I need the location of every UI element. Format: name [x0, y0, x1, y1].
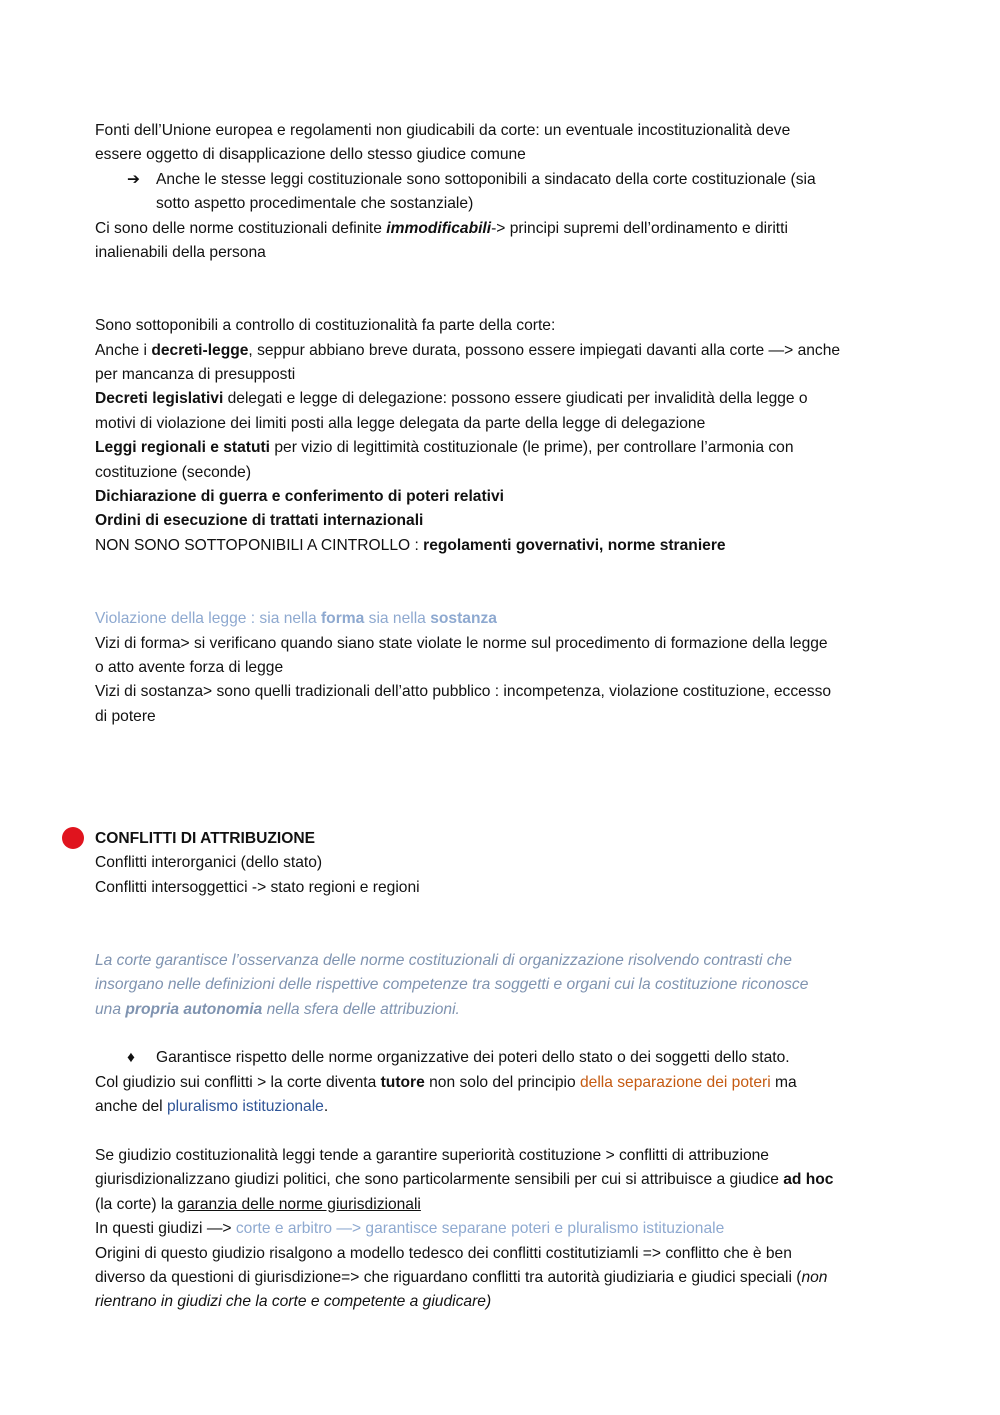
bold-term: Decreti legislativi	[95, 390, 224, 408]
list-item	[95, 1046, 910, 1070]
bold-line: Ordini di esecuzione di trattati internazionali	[95, 512, 424, 530]
italic-line: insorgano nelle definizioni delle rispettive competenze tra soggetti e organi cui la costituzione riconosce	[95, 976, 809, 994]
emphasis-text: immodificabili	[386, 219, 492, 237]
orange-highlight: della separazione dei poteri	[579, 1073, 771, 1091]
text-line: Origini di questo giudizio risalgono a modello tedesco dei conflitti costitutiziamli => conflitto che è ben	[95, 1244, 792, 1262]
text-line: essere oggetto di disapplicazione dello stesso giudice comune	[95, 146, 526, 164]
text-span: delegati e legge di delegazione: possono essere giudicati per invalidità della legge o	[223, 390, 808, 408]
text-line: motivi di violazione dei limiti posti alla legge delegata da parte della legge di delegazione	[95, 414, 706, 432]
text-line	[95, 436, 910, 460]
text-line: Vizi di forma> si verificano quando siano state violate le norme sul procedimento di formazione della legge	[95, 634, 828, 652]
bold-term: decreti-legge	[151, 341, 249, 359]
arrow-right-icon: ➔	[127, 170, 141, 188]
text-line: Fonti dell’Unione europea e regolamenti non giudicabili da corte: un eventuale incostituzionalità deve	[95, 122, 791, 139]
text-span: non solo del principio	[424, 1073, 580, 1091]
blue-highlight: pluralismo istituzionale	[166, 1098, 324, 1116]
text-span: (la corte) la	[95, 1195, 178, 1213]
bold-term: Leggi regionali e statuti	[95, 439, 271, 457]
text-line	[95, 1266, 910, 1290]
bold-term: sostanza	[430, 610, 497, 628]
text-span: diverso da questioni di giurisdizione=> che riguardano conflitti tra autorità giudiziaria e giudici speciali (	[95, 1268, 802, 1286]
text-line: Se giudizio costituzionalità leggi tende a garantire superiorità costituzione > conflitti di attribuzione	[95, 1146, 769, 1164]
document-page	[95, 119, 910, 1315]
diamond-icon: ♦	[127, 1049, 135, 1067]
text-span: In questi giudizi —>	[95, 1220, 236, 1238]
text-line	[95, 1095, 910, 1119]
subheading-line	[95, 607, 910, 631]
underlined-text: garanzia delle norme giurisdizionali	[177, 1195, 421, 1213]
bold-term: ad hoc	[783, 1171, 834, 1189]
text-line: di potere	[95, 707, 156, 725]
text-span: anche del	[95, 1098, 167, 1116]
text-line	[95, 1071, 910, 1095]
text-span: Ci sono delle norme costituzionali definite	[95, 219, 387, 237]
text-line: Conflitti interorganici (dello stato)	[95, 854, 323, 872]
bold-term: tutore	[380, 1073, 425, 1091]
text-line	[95, 1217, 910, 1241]
italic-line: La corte garantisce l’osservanza delle norme costituzionali di organizzazione risolvendo contrasti che	[95, 951, 792, 969]
text-span: Violazione della legge : sia nella	[95, 610, 321, 628]
italic-line: rientrano in giudizi che la corte e competente a giudicare)	[95, 1293, 492, 1311]
list-item-text: Anche le stesse leggi costituzionale sono sottoponibili a sindacato della corte costituzionale (sia	[156, 170, 816, 188]
list-item-continuation: sotto aspetto procedimentale che sostanziale)	[156, 195, 474, 213]
text-line: costituzione (seconde)	[95, 463, 252, 481]
text-span: Col giudizio sui conflitti > la corte diventa	[95, 1073, 381, 1091]
blue-highlight: corte e arbitro —> garantisce separane poteri e pluralismo istituzionale	[235, 1220, 725, 1238]
text-span: una	[95, 1000, 126, 1018]
list-item-text: Garantisce rispetto delle norme organizzative dei poteri dello stato o dei soggetti dello stato.	[156, 1049, 790, 1067]
text-line	[95, 387, 910, 411]
text-line	[95, 339, 910, 363]
red-dot-marker	[62, 827, 84, 849]
text-span: .	[323, 1098, 329, 1116]
text-span: ma	[770, 1073, 797, 1091]
italic-line	[95, 998, 910, 1022]
text-line: Vizi di sostanza> sono quelli tradizionali dell’atto pubblico : incompetenza, violazione costituzione, eccesso	[95, 683, 832, 701]
text-span: NON SONO SOTTOPONIBILI A CINTROLLO :	[95, 536, 424, 554]
text-line: Conflitti intersoggettici -> stato regioni e regioni	[95, 878, 420, 896]
text-line: o atto avente forza di legge	[95, 658, 284, 676]
text-span: sia nella	[364, 610, 431, 628]
text-line: per mancanza di presupposti	[95, 366, 296, 384]
bold-term: regolamenti governativi, norme straniere	[423, 536, 726, 554]
text-line: Sono sottoponibili a controllo di costituzionalità fa parte della corte:	[95, 317, 556, 335]
bold-term: forma	[320, 610, 365, 628]
text-line	[95, 217, 910, 241]
italic-text: non	[801, 1268, 828, 1286]
text-line	[95, 1168, 910, 1192]
text-span: giurisdizionalizzano giudizi politici, che sono particolarmente sensibili per cui si attribuisce a giudice	[95, 1171, 784, 1189]
text-line: inalienabili della persona	[95, 244, 266, 262]
text-span: , seppur abbiano breve durata, possono essere impiegati davanti alla corte —> anche	[248, 341, 841, 359]
bold-line: Dichiarazione di guerra e conferimento di poteri relativi	[95, 488, 505, 506]
list-item	[95, 168, 910, 192]
text-line	[95, 534, 910, 558]
text-line	[95, 1193, 910, 1217]
text-span: -> principi supremi dell’ordinamento e diritti	[491, 219, 788, 237]
text-span: per vizio di legittimità costituzionale (le prime), per controllare l’armonia con	[270, 439, 794, 457]
text-span: Anche i	[95, 341, 152, 359]
text-span: nella sfera delle attribuzioni.	[262, 1000, 460, 1018]
bold-term: propria autonomia	[125, 1000, 263, 1018]
section-heading: CONFLITTI DI ATTRIBUZIONE	[95, 829, 316, 847]
